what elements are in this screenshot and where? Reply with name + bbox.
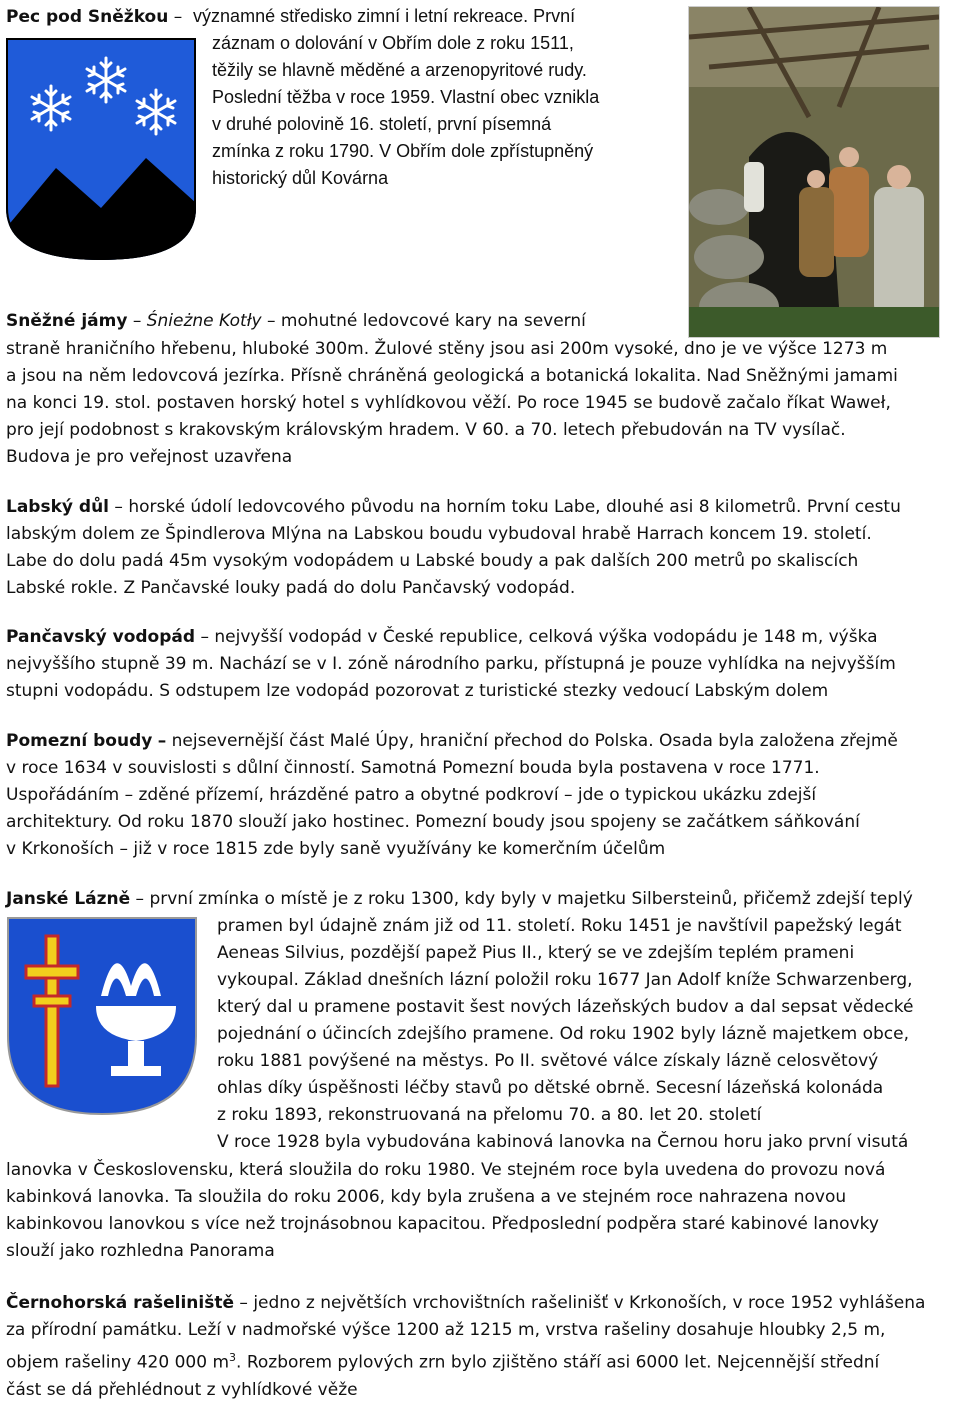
janske-line-3: Aeneas Silvius, pozdější papež Pius II., který se ve zdejším teplém prameni [217, 943, 855, 963]
janske-line-1: první zmínka o místě je z roku 1300, kdy byly v majetku Silbersteinů, přičemž zdejší teplý [149, 889, 913, 909]
mine-entrance-photo [688, 6, 940, 338]
pomezni-line-5: v Krkonoších – již v roce 1815 zde byly saně využívány ke komerčním účelům [6, 839, 666, 859]
janske-line-7: roku 1881 povýšené na městys. Po II. světové válce získaly lázně celosvětový [217, 1051, 879, 1071]
janske-line-8: ohlas díky úspěšnosti léčby stavů po dětské obrně. Secesní lázeňská kolonáda [217, 1078, 884, 1098]
snezne-line-5: pro její podobnost s krakovským královským hradem. V 60. a 70. letech přebudován na TV vysílač. [6, 420, 846, 440]
janske-line-11: lanovka v Československu, která sloužila do roku 1980. Ve stejném roce byla uvedena do provozu nová [6, 1160, 886, 1180]
pancavsky-line-1: nejvyšší vodopád v České republice, celková výška vodopádu je 148 m, výška [214, 627, 878, 647]
cernohorska-line-3-post: . Rozborem pylových zrn bylo zjištěno stáří asi 6000 let. Nejcennější střední [236, 1352, 880, 1373]
pec-line-1: významné středisko zimní i letní rekreace. První [193, 6, 576, 26]
janske-line-2: pramen byl údajně znám již od 11. století. Roku 1451 je navštívil papežský legát [217, 916, 902, 936]
pancavsky-title: Pančavský vodopád [6, 627, 196, 647]
labsky-line-2: labským dolem ze Špindlerova Mlýna na Labskou boudu vybudoval hrabě Harrach koncem 19. století. [6, 524, 872, 544]
janske-line-10: V roce 1928 byla vybudována kabinová lanovka na Černou horu jako první visutá [217, 1132, 909, 1152]
snezne-line-1: mohutné ledovcové kary na severní [280, 311, 586, 331]
pomezni-line-3: Uspořádáním – zděné přízemí, hrázděné patro a obytné podkroví – jde o typickou ukázku zdejší [6, 785, 817, 805]
labsky-line-1: horské údolí ledovcového původu na horním toku Labe, dlouhé asi 8 kilometrů. První cestu [128, 497, 901, 517]
pomezni-title: Pomezní boudy [6, 731, 153, 751]
janske-line-12: kabinková lanovka. Ta sloužila do roku 2006, kdy byla zrušena a ve stejném roce nahrazena novou [6, 1187, 847, 1207]
janske-line-5: který dal u pramene postavit šest nových lázeňských budov a dal sepsat vědecké [217, 997, 914, 1017]
janske-line-4: vykoupal. Základ dnešních lázní položil roku 1677 Jan Adolf kníže Schwarzenberg, [217, 970, 913, 990]
pomezni-line-2: v roce 1634 v souvislosti s důlní činností. Samotná Pomezní bouda byla postavena v roce 1771. [6, 758, 820, 778]
labsky-title: Labský důl [6, 497, 109, 517]
pec-line-4: Poslední těžba v roce 1959. Vlastní obec vznikla [212, 87, 600, 107]
pec-line-3: těžily se hlavně měděné a arzenopyritové rudy. [212, 60, 587, 80]
janske-coat-of-arms [6, 916, 198, 1116]
janske-line-6: pojednání o účincích zdejšího pramene. Od roku 1902 byly lázně majetkem obce, [217, 1024, 909, 1044]
pomezni-line-1: nejsevernější část Malé Úpy, hraniční přechod do Polska. Osada byla založena zřejmě [171, 731, 898, 751]
pec-line-6: zmínka z roku 1790. V Obřím dole zpřístupněný [212, 141, 594, 161]
cernohorska-line-3-pre: objem rašeliny 420 000 m [6, 1352, 230, 1373]
cernohorska-line-4: část se dá přehlédnout z vyhlídkové věže [6, 1379, 358, 1400]
snezne-line-3: a jsou na něm ledovcová jezírka. Přísně chráněná geologická a botanická lokalita. Nad Sněžnými jamami [6, 366, 898, 386]
pancavsky-line-3: stupni vodopádu. S odstupem lze vodopád pozorovat z turistické stezky vedoucí Labským dolem [6, 681, 829, 701]
janske-line-13: kabinkovou lanovkou s více než trojnásobnou kapacitou. Předposlední podpěra staré kabinové lanovky [6, 1214, 879, 1234]
pec-line-2: záznam o dolování v Obřím dole z roku 1511, [212, 33, 574, 53]
pec-line-5: v druhé polovině 16. století, první písemná [212, 114, 552, 134]
snezne-line-4: na konci 19. stol. postaven horský hotel s vyhlídkovou věží. Po roce 1945 se budově začalo říkat Waweł, [6, 393, 891, 413]
snezne-line-2: straně hraničního hřebenu, hluboké 300m. Žulové stěny jsou asi 200m vysoké, dno je ve výšce 1273 m [6, 339, 888, 359]
pancavsky-line-2: nejvyššího stupně 39 m. Nachází se v I. zóně národního parku, přístupná je pouze vyhlídka na nejvyšším [6, 654, 896, 674]
pec-title: Pec pod Sněžkou [6, 7, 169, 27]
pomezni-line-4: architektury. Od roku 1870 slouží jako hostinec. Pomezní boudy jsou spojeny se začátkem sáňkování [6, 812, 860, 832]
snezne-polish-name: Śnieżne Kotły [146, 311, 262, 331]
snezne-title: Sněžné jámy [6, 311, 128, 331]
cernohorska-line-2: za přírodní památku. Leží v nadmořské výšce 1200 až 1215 m, vrstva rašeliny dosahuje hloubky 2,5 m, [6, 1320, 886, 1340]
janske-line-9: z roku 1893, rekonstruovaná na přelomu 70. a 80. let 20. století [217, 1105, 762, 1125]
snezne-line-6: Budova je pro veřejnost uzavřena [6, 447, 293, 467]
pec-line-7: historický důl Kovárna [212, 168, 389, 188]
pec-dash: – [168, 7, 188, 27]
labsky-line-4: Labské rokle. Z Pančavské louky padá do dolu Pančavský vodopád. [6, 578, 576, 598]
cernohorska-title: Černohorská rašeliniště [6, 1293, 235, 1313]
cernohorska-line-1: jedno z největších vrchovištních rašelinišť v Krkonoších, v roce 1952 vyhlášena [253, 1293, 926, 1313]
pec-coat-of-arms [6, 38, 196, 260]
labsky-line-3: Labe do dolu padá 45m vysokým vodopádem u Labské boudy a pak dalších 200 metrů po skaliscích [6, 551, 859, 571]
janske-line-14: slouží jako rozhledna Panorama [6, 1241, 275, 1261]
janske-title: Janské Lázně [6, 889, 131, 909]
cubic-superscript: 3 [229, 1351, 237, 1364]
